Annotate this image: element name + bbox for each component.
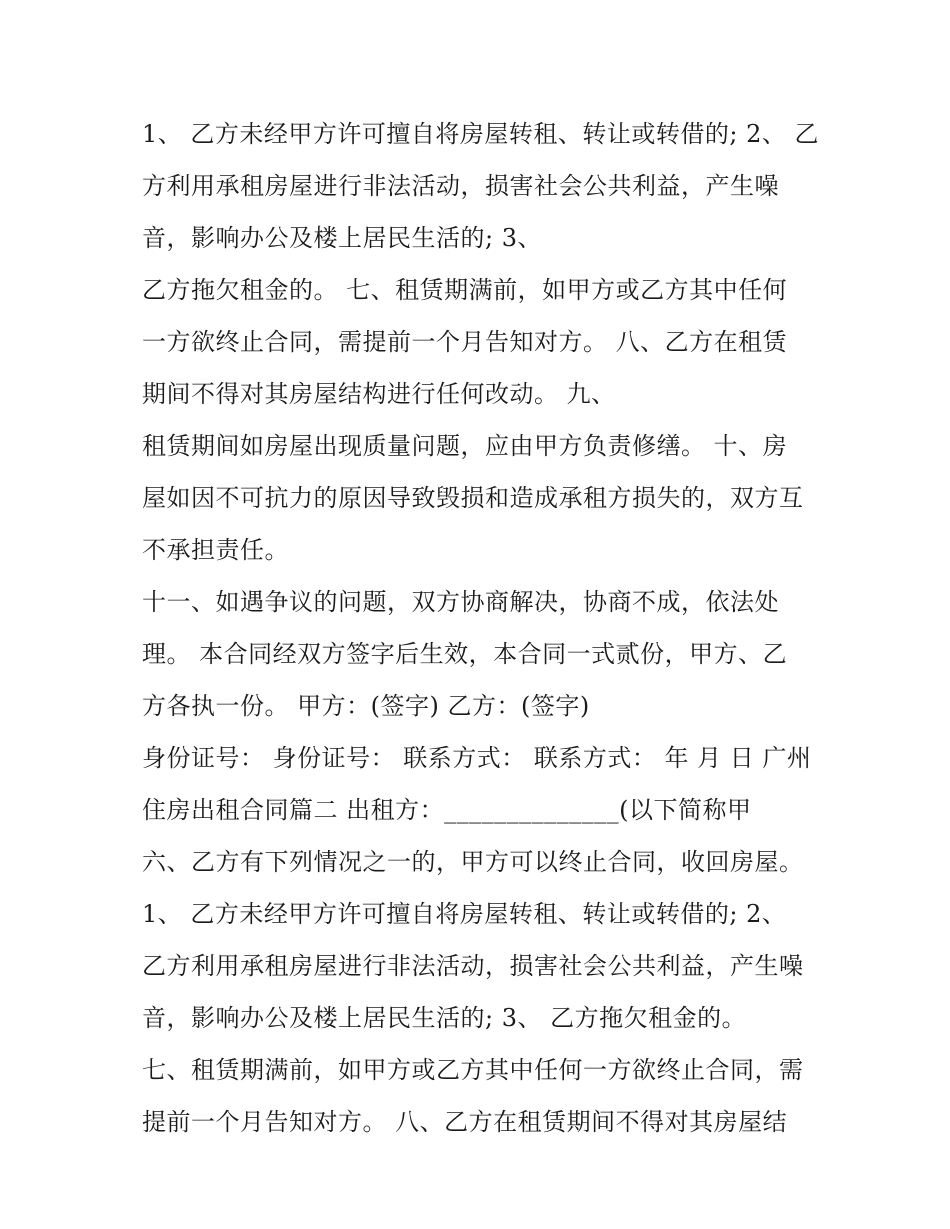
text-line: 屋如因不可抗力的原因导致毁损和造成承租方损失的，双方互	[142, 484, 804, 512]
text-line: 六、乙方有下列情况之一的，甲方可以终止合同，收回房屋。	[142, 848, 804, 876]
text-line: 身份证号： 身份证号： 联系方式： 联系方式： 年 月 日 广州	[142, 744, 812, 772]
text-line: 十一、如遇争议的问题，双方协商解决，协商不成，依法处	[142, 588, 779, 616]
text-line: 一方欲终止合同，需提前一个月告知对方。 八、乙方在租赁	[142, 328, 788, 356]
text-line: 乙方利用承租房屋进行非法活动，损害社会公共利益，产生噪	[142, 952, 804, 980]
text-line: 1、 乙方未经甲方许可擅自将房屋转租、转让或转借的; 2、 乙	[142, 120, 820, 148]
text-line: 不承担责任。	[142, 536, 289, 564]
text-line: 乙方拖欠租金的。 七、租赁期满前，如甲方或乙方其中任何	[142, 276, 788, 304]
text-line: 提前一个月告知对方。 八、乙方在租赁期间不得对其房屋结	[142, 1108, 788, 1136]
text-line: 理。 本合同经双方签字后生效，本合同一式贰份，甲方、乙	[142, 640, 788, 668]
text-line: 七、租赁期满前，如甲方或乙方其中任何一方欲终止合同，需	[142, 1056, 804, 1084]
contract-text	[142, 108, 832, 1148]
text-line: 期间不得对其房屋结构进行任何改动。 九、	[142, 380, 616, 408]
text-line: 租赁期间如房屋出现质量问题，应由甲方负责修缮。 十、房	[142, 432, 788, 460]
text-line: 住房出租合同篇二 出租方：______________(以下简称甲	[142, 796, 752, 824]
text-line: 1、 乙方未经甲方许可擅自将房屋转租、转让或转借的; 2、	[142, 900, 787, 928]
text-line: 音，影响办公及楼上居民生活的; 3、 乙方拖欠租金的。	[142, 1004, 747, 1032]
text-line: 音，影响办公及楼上居民生活的; 3、	[142, 224, 542, 252]
text-line: 方各执一份。 甲方：(签字) 乙方：(签字)	[142, 692, 590, 720]
text-line: 方利用承租房屋进行非法活动，损害社会公共利益，产生噪	[142, 172, 779, 200]
